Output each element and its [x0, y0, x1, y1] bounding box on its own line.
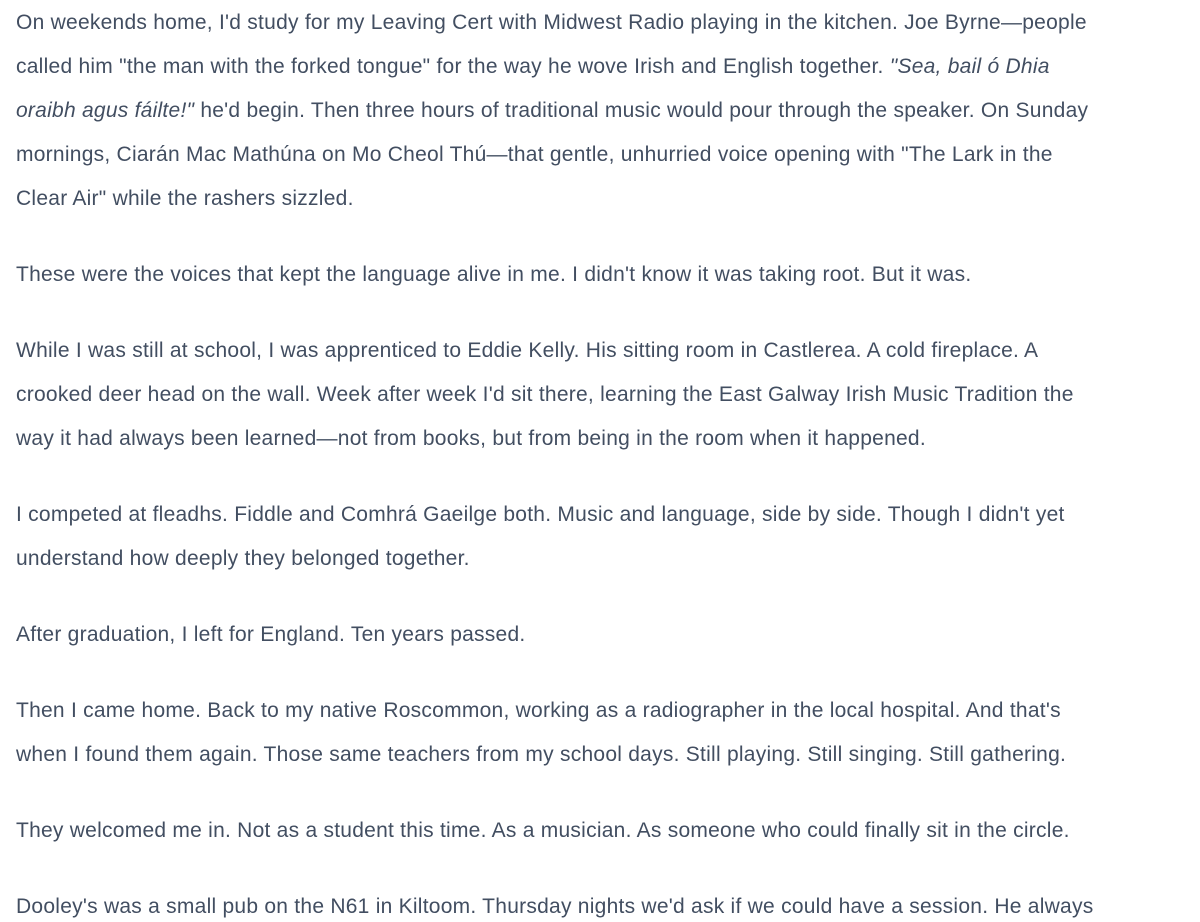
text-segment: While I was still at school, I was apprenticed to Eddie Kelly. His sitting room in Castlerea. A cold fireplace. A — [16, 339, 1039, 362]
paragraph — [16, 329, 1186, 461]
paragraph — [16, 1, 1186, 221]
text-segment: called him "the man with the forked tongue" for the way he wove Irish and English together. — [16, 55, 890, 78]
text-line — [16, 45, 1186, 89]
text-segment: They welcomed me in. Not as a student this time. As a musician. As someone who could finally sit in the circle. — [16, 819, 1070, 842]
text-segment: understand how deeply they belonged together. — [16, 547, 470, 570]
text-line — [16, 537, 1186, 581]
text-line — [16, 613, 1186, 657]
text-line — [16, 329, 1186, 373]
text-segment: Clear Air" while the rashers sizzled. — [16, 187, 354, 210]
text-segment: I competed at fleadhs. Fiddle and Comhrá Gaeilge both. Music and language, side by side. Though I didn't yet — [16, 503, 1065, 526]
text-line — [16, 133, 1186, 177]
italic-irish-phrase: "Sea, bail ó Dhia — [889, 55, 1050, 78]
text-line — [16, 89, 1186, 133]
text-line — [16, 177, 1186, 221]
text-segment: way it had always been learned—not from books, but from being in the room when it happened. — [16, 427, 926, 450]
paragraph — [16, 493, 1186, 581]
italic-irish-phrase: oraibh agus fáilte!" — [16, 99, 195, 122]
paragraph — [16, 885, 1186, 922]
text-segment: Then I came home. Back to my native Roscommon, working as a radiographer in the local hospital. And that's — [16, 699, 1061, 722]
text-segment: Dooley's was a small pub on the N61 in Kiltoom. Thursday nights we'd ask if we could have a session. He always — [16, 895, 1094, 918]
paragraph — [16, 809, 1186, 853]
text-line — [16, 689, 1186, 733]
paragraph — [16, 613, 1186, 657]
paragraph — [16, 253, 1186, 297]
text-line — [16, 253, 1186, 297]
text-segment: he'd begin. Then three hours of traditional music would pour through the speaker. On Sunday — [194, 99, 1089, 122]
text-line — [16, 417, 1186, 461]
text-line — [16, 493, 1186, 537]
text-segment: After graduation, I left for England. Ten years passed. — [16, 623, 526, 646]
text-line — [16, 1, 1186, 45]
text-segment: mornings, Ciarán Mac Mathúna on Mo Cheol Thú—that gentle, unhurried voice opening with "The Lark in the — [16, 143, 1053, 166]
text-segment: These were the voices that kept the language alive in me. I didn't know it was taking root. But it was. — [16, 263, 972, 286]
text-segment: when I found them again. Those same teachers from my school days. Still playing. Still singing. Still gathering. — [16, 743, 1067, 766]
text-segment: crooked deer head on the wall. Week after week I'd sit there, learning the East Galway Irish Music Tradition the — [16, 383, 1074, 406]
text-segment: On weekends home, I'd study for my Leaving Cert with Midwest Radio playing in the kitchen. Joe Byrne—people — [16, 11, 1087, 34]
text-line — [16, 373, 1186, 417]
text-line — [16, 885, 1186, 922]
text-line — [16, 733, 1186, 777]
paragraph — [16, 689, 1186, 777]
text-line — [16, 809, 1186, 853]
